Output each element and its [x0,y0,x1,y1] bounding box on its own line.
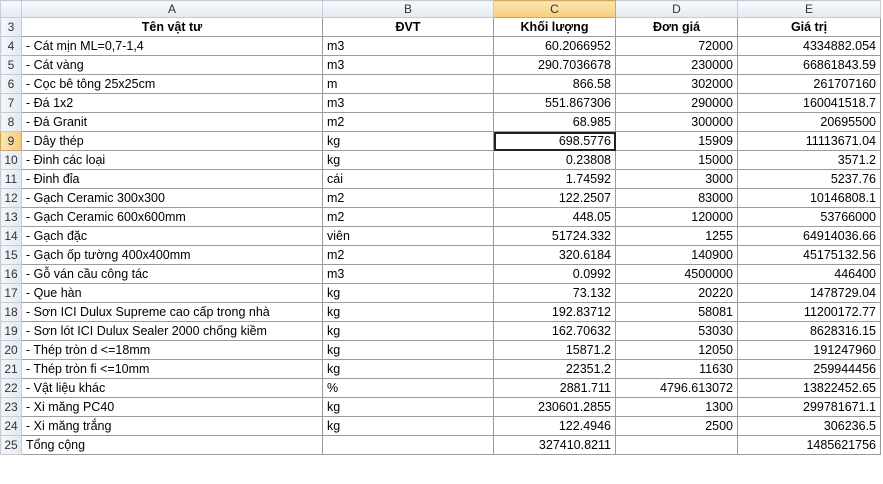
row-number[interactable]: 3 [1,18,22,37]
quantity-cell[interactable]: 15871.2 [494,341,616,360]
unit-price-cell[interactable]: 120000 [616,208,738,227]
value-cell[interactable]: 66861843.59 [738,56,881,75]
value-cell[interactable]: 1485621756 [738,436,881,455]
material-name-cell[interactable]: - Đinh các loại [22,151,323,170]
unit-cell[interactable]: kg [323,360,494,379]
quantity-cell[interactable]: 60.2066952 [494,37,616,56]
unit-price-cell[interactable]: 230000 [616,56,738,75]
value-cell[interactable]: 11113671.04 [738,132,881,151]
row-number[interactable]: 10 [1,151,22,170]
unit-cell[interactable]: m3 [323,37,494,56]
header-cell[interactable]: Đơn giá [616,18,738,37]
material-name-cell[interactable]: - Thép tròn d <=18mm [22,341,323,360]
quantity-cell[interactable]: 68.985 [494,113,616,132]
table-row [1,151,881,170]
material-name-cell[interactable]: - Gạch đặc [22,227,323,246]
unit-price-cell[interactable]: 12050 [616,341,738,360]
quantity-cell[interactable]: 73.132 [494,284,616,303]
row-number[interactable]: 18 [1,303,22,322]
material-name-cell[interactable]: - Đá Granit [22,113,323,132]
quantity-cell[interactable]: 192.83712 [494,303,616,322]
material-name-cell[interactable]: - Cọc bê tông 25x25cm [22,75,323,94]
quantity-cell[interactable]: 51724.332 [494,227,616,246]
header-cell[interactable]: Khối lượng [494,18,616,37]
table-row [1,56,881,75]
column-header-c[interactable]: C [494,1,616,18]
unit-cell[interactable]: m [323,75,494,94]
unit-cell[interactable]: kg [323,303,494,322]
table-row [1,417,881,436]
unit-price-cell[interactable]: 2500 [616,417,738,436]
value-cell[interactable]: 20695500 [738,113,881,132]
row-number[interactable]: 11 [1,170,22,189]
value-cell[interactable]: 261707160 [738,75,881,94]
unit-cell[interactable]: kg [323,398,494,417]
unit-cell[interactable]: m2 [323,246,494,265]
value-cell[interactable]: 13822452.65 [738,379,881,398]
column-header-e[interactable]: E [738,1,881,18]
table-row [1,398,881,417]
value-cell[interactable]: 1478729.04 [738,284,881,303]
quantity-cell[interactable]: 448.05 [494,208,616,227]
value-cell[interactable]: 4334882.054 [738,37,881,56]
quantity-cell[interactable]: 2881.711 [494,379,616,398]
material-name-cell[interactable]: - Gạch Ceramic 300x300 [22,189,323,208]
row-number[interactable]: 20 [1,341,22,360]
unit-cell[interactable]: m3 [323,56,494,75]
unit-cell[interactable]: kg [323,284,494,303]
unit-price-cell[interactable]: 83000 [616,189,738,208]
table-row [1,322,881,341]
table-row [1,303,881,322]
row-number[interactable]: 9 [1,132,22,151]
row-number[interactable]: 22 [1,379,22,398]
quantity-cell[interactable]: 230601.2855 [494,398,616,417]
value-cell[interactable]: 11200172.77 [738,303,881,322]
value-cell[interactable]: 306236.5 [738,417,881,436]
material-name-cell[interactable]: - Thép tròn fi <=10mm [22,360,323,379]
row-number[interactable]: 24 [1,417,22,436]
row-number[interactable]: 5 [1,56,22,75]
unit-cell[interactable]: m3 [323,265,494,284]
unit-price-cell[interactable]: 1300 [616,398,738,417]
column-header-d[interactable]: D [616,1,738,18]
table-row [1,75,881,94]
material-name-cell[interactable]: - Gạch Ceramic 600x600mm [22,208,323,227]
material-name-cell[interactable]: - Đinh đỉa [22,170,323,189]
unit-price-cell[interactable]: 53030 [616,322,738,341]
unit-cell[interactable]: m3 [323,94,494,113]
material-name-cell[interactable]: - Sơn ICI Dulux Supreme cao cấp trong nhà [22,303,323,322]
quantity-cell[interactable]: 327410.8211 [494,436,616,455]
table-row [1,379,881,398]
row-number[interactable]: 19 [1,322,22,341]
row-number[interactable]: 7 [1,94,22,113]
unit-cell[interactable]: kg [323,322,494,341]
table-row [1,360,881,379]
table-row [1,94,881,113]
unit-price-cell[interactable]: 300000 [616,113,738,132]
unit-cell[interactable]: kg [323,151,494,170]
quantity-cell[interactable]: 22351.2 [494,360,616,379]
table-row [1,227,881,246]
unit-cell[interactable]: m2 [323,113,494,132]
row-number[interactable]: 6 [1,75,22,94]
column-header-a[interactable]: A [22,1,323,18]
value-cell[interactable]: 53766000 [738,208,881,227]
material-name-cell[interactable]: - Sơn lót ICI Dulux Sealer 2000 chống kiềm [22,322,323,341]
value-cell[interactable]: 5237.76 [738,170,881,189]
quantity-cell[interactable]: 551.867306 [494,94,616,113]
unit-price-cell[interactable]: 72000 [616,37,738,56]
value-cell[interactable]: 259944456 [738,360,881,379]
quantity-cell[interactable]: 162.70632 [494,322,616,341]
row-number[interactable]: 16 [1,265,22,284]
unit-price-cell[interactable]: 15000 [616,151,738,170]
material-name-cell[interactable]: - Cát mịn ML=0,7-1,4 [22,37,323,56]
unit-price-cell[interactable] [616,436,738,455]
quantity-cell[interactable]: 122.2507 [494,189,616,208]
value-cell[interactable]: 8628316.15 [738,322,881,341]
unit-price-cell[interactable]: 4796.613072 [616,379,738,398]
table-row [1,170,881,189]
quantity-cell[interactable]: 0.0992 [494,265,616,284]
value-cell[interactable]: 160041518.7 [738,94,881,113]
row-number[interactable]: 21 [1,360,22,379]
material-name-cell[interactable]: - Cát vàng [22,56,323,75]
header-cell[interactable]: ĐVT [323,18,494,37]
material-name-cell[interactable]: - Gạch ốp tường 400x400mm [22,246,323,265]
value-cell[interactable]: 10146808.1 [738,189,881,208]
unit-cell[interactable] [323,436,494,455]
row-number[interactable]: 14 [1,227,22,246]
table-row [1,246,881,265]
unit-price-cell[interactable]: 290000 [616,94,738,113]
unit-cell[interactable]: m2 [323,189,494,208]
row-number[interactable]: 25 [1,436,22,455]
unit-cell[interactable]: kg [323,132,494,151]
quantity-cell[interactable]: 122.4946 [494,417,616,436]
header-cell[interactable]: Giá trị [738,18,881,37]
quantity-cell[interactable]: 866.58 [494,75,616,94]
unit-price-cell[interactable]: 11630 [616,360,738,379]
material-name-cell[interactable]: - Que hàn [22,284,323,303]
table-row [1,113,881,132]
row-number[interactable]: 13 [1,208,22,227]
table-header-row [1,18,881,37]
unit-cell[interactable]: kg [323,341,494,360]
value-cell[interactable]: 3571.2 [738,151,881,170]
material-name-cell[interactable]: Tổng cộng [22,436,323,455]
unit-price-cell[interactable]: 140900 [616,246,738,265]
value-cell[interactable]: 446400 [738,265,881,284]
unit-cell[interactable]: m2 [323,208,494,227]
quantity-cell[interactable]: 698.5776 [494,132,616,151]
material-name-cell[interactable]: - Đá 1x2 [22,94,323,113]
row-number[interactable]: 15 [1,246,22,265]
row-number[interactable]: 12 [1,189,22,208]
material-name-cell[interactable]: - Dây thép [22,132,323,151]
material-name-cell[interactable]: - Vật liệu khác [22,379,323,398]
unit-cell[interactable]: kg [323,417,494,436]
unit-price-cell[interactable]: 58081 [616,303,738,322]
row-number[interactable]: 8 [1,113,22,132]
value-cell[interactable]: 299781671.1 [738,398,881,417]
row-number[interactable]: 23 [1,398,22,417]
quantity-cell[interactable]: 320.6184 [494,246,616,265]
column-header-b[interactable]: B [323,1,494,18]
column-header-row [1,1,881,18]
quantity-cell[interactable]: 290.7036678 [494,56,616,75]
table-row [1,189,881,208]
material-name-cell[interactable]: - Xi măng trắng [22,417,323,436]
unit-cell[interactable]: viên [323,227,494,246]
quantity-cell[interactable]: 0.23808 [494,151,616,170]
value-cell[interactable]: 45175132.56 [738,246,881,265]
table-row [1,132,881,151]
table-row [1,37,881,56]
table-row [1,284,881,303]
unit-price-cell[interactable]: 4500000 [616,265,738,284]
unit-cell[interactable]: % [323,379,494,398]
material-name-cell[interactable]: - Xi măng PC40 [22,398,323,417]
table-row [1,208,881,227]
value-cell[interactable]: 191247960 [738,341,881,360]
unit-price-cell[interactable]: 1255 [616,227,738,246]
table-row [1,341,881,360]
value-cell[interactable]: 64914036.66 [738,227,881,246]
header-cell[interactable]: Tên vật tư [22,18,323,37]
material-name-cell[interactable]: - Gỗ ván cầu công tác [22,265,323,284]
table-row [1,265,881,284]
row-number[interactable]: 17 [1,284,22,303]
unit-price-cell[interactable]: 3000 [616,170,738,189]
unit-cell[interactable]: cái [323,170,494,189]
unit-price-cell[interactable]: 20220 [616,284,738,303]
table-row [1,436,881,455]
select-all-corner[interactable] [1,1,22,18]
unit-price-cell[interactable]: 15909 [616,132,738,151]
quantity-cell[interactable]: 1.74592 [494,170,616,189]
unit-price-cell[interactable]: 302000 [616,75,738,94]
row-number[interactable]: 4 [1,37,22,56]
